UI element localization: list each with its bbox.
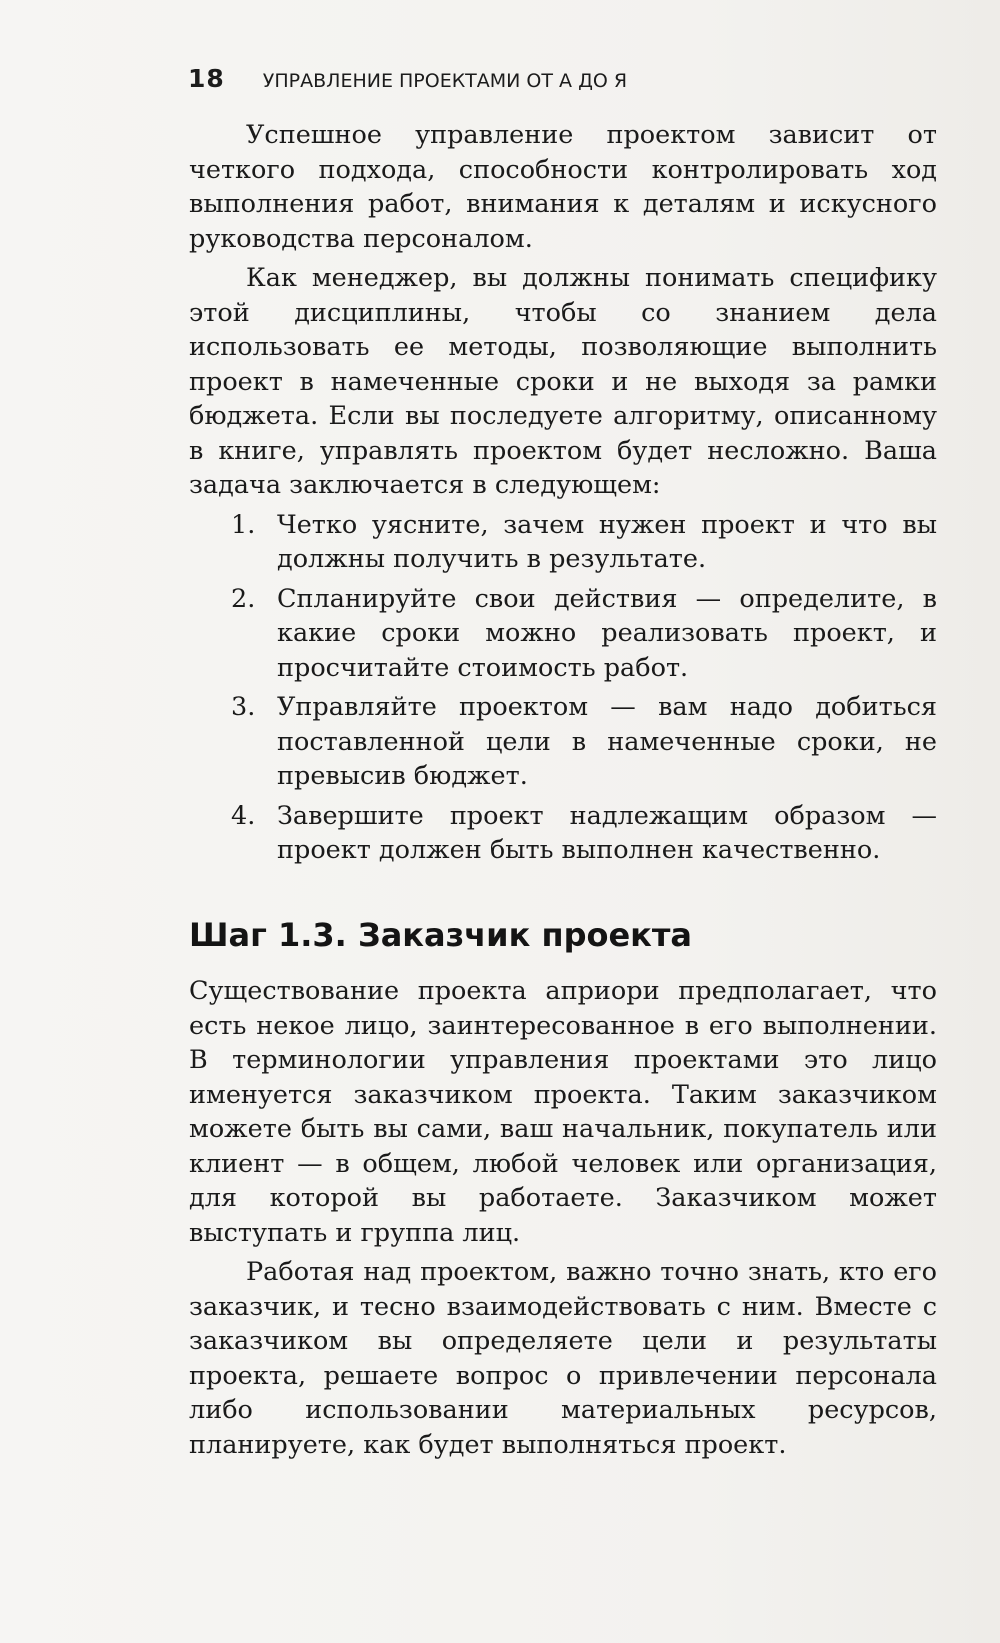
paragraph: Существование проекта априори предполагает, что есть некое лицо, заинтересованное в его выполнении. В терминологии управления проектами это лицо именуется заказчиком проекта. Таким заказчиком можете быть вы сами, ваш начальник, покупатель или клиент — в общем, любой человек или организация, для которой вы работаете. Заказчиком может выступать и группа лиц. — [189, 976, 937, 1248]
running-head — [188, 64, 627, 93]
list-item — [189, 582, 937, 686]
list-item-text: Управляйте проектом — вам надо добиться поставленной цели в намеченные сроки, не превысив бюджет. — [277, 692, 937, 791]
section-text — [189, 974, 937, 1467]
list-item-text: Завершите проект надлежащим образом — проект должен быть выполнен качественно. — [277, 800, 937, 865]
page-number: 18 — [188, 64, 225, 93]
list-number: 2. — [231, 583, 256, 614]
list-item — [189, 799, 937, 868]
list-number: 3. — [231, 692, 256, 722]
list-item-text: Спланируйте свои действия — определите, в какие сроки можно реализовать проект, и просчитайте стоимость работ. — [277, 583, 937, 683]
paragraph: Работая над проектом, важно точно знать, кто его заказчик, и тесно взаимодействовать с ним. Вместе с заказчиком вы определяете цели и результаты проекта, решаете вопрос о привлечении персонала либо использовании материальных ресурсов, планируете, как будет выполняться проект. — [189, 1257, 937, 1460]
list-item — [189, 690, 937, 794]
paragraph: Как менеджер, вы должны понимать специфику этой дисциплины, чтобы со знанием дела использовать ее методы, позволяющие выполнить проект в намеченные сроки и не выходя за рамки бюджета. Если вы последуете алгоритму, описанному в книге, управлять проектом будет несложно. Ваша задача заключается в следующем: — [189, 263, 937, 500]
list-item — [189, 508, 937, 577]
intro-text — [189, 118, 937, 873]
list-number: 1. — [231, 509, 256, 540]
list-item-text: Четко уясните, зачем нужен проект и что вы должны получить в результате. — [277, 509, 937, 574]
section-heading: Шаг 1.3. Заказчик проекта — [189, 916, 693, 954]
paragraph: Успешное управление проектом зависит от четкого подхода, способности контролировать ход выполнения работ, внимания к деталям и искусного руководства персоналом. — [189, 120, 937, 254]
list-number: 4. — [231, 800, 256, 831]
book-title: УПРАВЛЕНИЕ ПРОЕКТАМИ ОТ А ДО Я — [262, 70, 628, 92]
steps-list — [189, 508, 937, 868]
